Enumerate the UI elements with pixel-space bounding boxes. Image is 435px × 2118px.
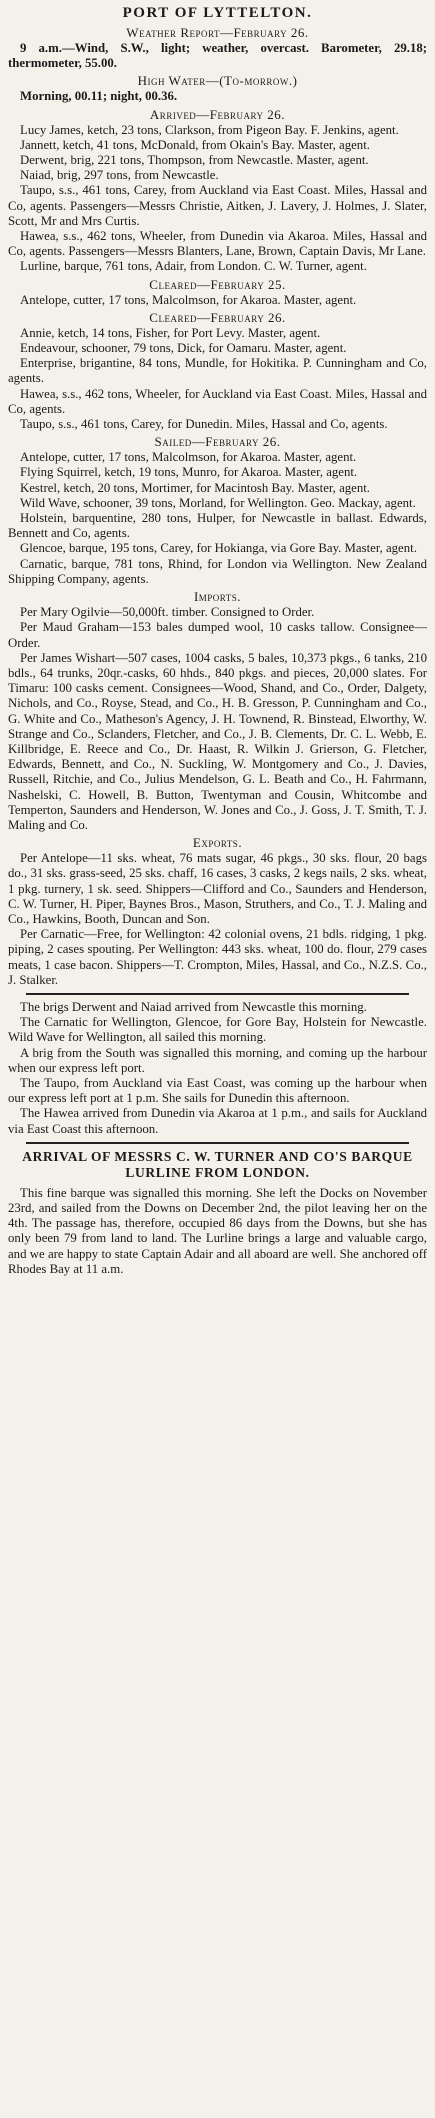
section-divider [26, 993, 409, 995]
exports-entry: Per Antelope—11 sks. wheat, 76 mats sugar, 46 pkgs., 30 sks. flour, 20 bags do., 31 sks. grass-seed, 25 sks. chaff, 16 cases, 3 casks, 2 kegs nails, 2 sks. wheat, 1 pkg. turnery, 1 sk. seed. Shippers—Clifford and Co., Saunders and Henderson, C. W. Turner, H. Piper, Baynes Bros., Mason, Struthers, and Co., T. J. Maling and Co., Hawkins, Booth, Duncan and Son. [8, 851, 427, 926]
news-paragraph: A brig from the South was signalled this morning, and coming up the harbour when our express left port. [8, 1045, 427, 1075]
news-paragraph: The Hawea arrived from Dunedin via Akaroa at 1 p.m., and sails for Auckland via East Coast this afternoon. [8, 1106, 427, 1136]
arrived-entry: Jannett, ketch, 41 tons, McDonald, from Okain's Bay. Master, agent. [20, 137, 370, 152]
sailed-entry: Antelope, cutter, 17 tons, Malcolmson, for Akaroa. Master, agent. [20, 450, 357, 465]
weather-paragraph: 9 a.m.—Wind, S.W., light; weather, overcast. Barometer, 29.18; thermometer, 55.00. [8, 41, 427, 71]
sailed-heading: Sailed—February 26. [154, 434, 281, 450]
cleared-feb-25-section [8, 277, 427, 308]
imports-entry: Per Maud Graham—153 bales dumped wool, 10 casks tallow. Consignee—Order. [8, 620, 427, 650]
arrived-heading: Arrived—February 26. [149, 106, 286, 122]
cleared-entry: Annie, ketch, 14 tons, Fisher, for Port Levy. Master, agent. [20, 325, 321, 340]
news-paragraph: The Taupo, from Auckland via East Coast, was coming up the harbour when our express left port at 1 p.m. She sails for Dunedin this afternoon. [8, 1075, 427, 1106]
imports-entry: Per Mary Ogilvie—50,000ft. timber. Consigned to Order. [20, 605, 315, 620]
exports-heading: Exports. [192, 835, 243, 851]
sailed-entry: Flying Squirrel, ketch, 19 tons, Munro, for Akaroa. Master, agent. [20, 465, 358, 480]
sailed-entry: Kestrel, ketch, 20 tons, Mortimer, for Macintosh Bay. Master, agent. [20, 480, 370, 495]
imports-heading: Imports. [193, 589, 242, 605]
arrival-headline: ARRIVAL OF MESSRS C. W. TURNER AND CO'S BARQUE LURLINE FROM LONDON. [22, 1148, 413, 1180]
cleared-feb-25-heading: Cleared—February 25. [149, 276, 286, 292]
cleared-entry: Hawea, s.s., 462 tons, Wheeler, for Auckland via East Coast. Miles, Hassal and Co, agents. [8, 386, 427, 416]
cleared-entry: Endeavour, schooner, 79 tons, Dick, for Oamaru. Master, agent. [20, 341, 347, 356]
sailed-section [8, 434, 427, 587]
exports-entry: Per Carnatic—Free, for Wellington: 42 colonial ovens, 21 bdls. ridging, 1 pkg. piping, 2 cases spouting. Per Wellington: 443 sks. wheat, 100 do. flour, 279 cases meats, 1 case bacon. Shippers—T. Crompton, Miles, Hassal, and Co., N.Z.S. Co., J. Stalker. [8, 927, 427, 987]
cleared-entry: Taupo, s.s., 461 tons, Carey, for Dunedin. Miles, Hassal and Co, agents. [20, 417, 388, 432]
imports-entry: Per James Wishart—507 cases, 1004 casks, 5 bales, 10,373 pkgs., 6 tanks, 210 bdls., 64 trunks, 20qr.-casks, 60 hhds., 840 pkgs. and pieces, 20,000 slates. For Timaru: 100 casks cement. Consignees—Wood, Shand, and Co., Order, Dalgety, Nichols, and Co., Royse, Stead, and Co., H. B. Gresson, P. Cunningham and Co., G. White and Co., Matheson's Agency, J. H. Townend, R. Binstead, Elworthy, W. Strange and Co., Sclanders, Fletcher, and Co., J. B. Clements, Dr. C. L. Webb, E. Killbridge, E. Reece and Co., Dr. Haast, R. Wilkin J. Grierson, G. Fletcher, Edwards, Bennett, and Co., N. Suckling, W. Montgomery and Co., J. Davies, Russell, Ritchie, and Co., Julius Mendelson, G. L. Beath and Co., H. Fahrmann, Nashelski, C. Howell, B. Button, Twentyman and Cousin, Whitcombe and Temperton, Saunders and Henderson, W. Jones and Co., J. Goss, J. T. Smith, T. J. Maling and Co. [8, 650, 427, 832]
cleared-entry: Antelope, cutter, 17 tons, Malcolmson, for Akaroa. Master, agent. [20, 292, 357, 307]
high-water-heading: High Water—(To-morrow.) [137, 73, 298, 89]
exports-section [8, 835, 427, 988]
arrival-article [8, 1149, 427, 1277]
arrived-entry: Lucy James, ketch, 23 tons, Clarkson, from Pigeon Bay. F. Jenkins, agent. [20, 122, 399, 137]
cleared-feb-26-section [8, 310, 427, 432]
imports-section [8, 589, 427, 833]
shipping-news-section [8, 1000, 427, 1137]
high-water-section [8, 73, 427, 104]
section-divider [26, 1142, 409, 1144]
cleared-feb-26-heading: Cleared—February 26. [149, 309, 286, 325]
arrived-entry: Hawea, s.s., 462 tons, Wheeler, from Dunedin via Akaroa. Miles, Hassal and Co, agents. Passengers—Messrs Blanters, Lane, Brown, Captain Davis, Mr Lane. [8, 229, 427, 259]
weather-heading: Weather Report—February 26. [126, 25, 309, 40]
sailed-entry: Glencoe, barque, 195 tons, Carey, for Hokianga, via Gore Bay. Master, agent. [20, 541, 417, 556]
arrived-entry: Naiad, brig, 297 tons, from Newcastle. [20, 168, 219, 183]
column-title: PORT OF LYTTELTON. [122, 5, 313, 21]
weather-section [8, 25, 427, 71]
high-water-paragraph: Morning, 00.11; night, 00.36. [20, 89, 178, 104]
sailed-entry: Wild Wave, schooner, 39 tons, Morland, for Wellington. Geo. Mackay, agent. [20, 495, 416, 510]
arrived-entry: Lurline, barque, 761 tons, Adair, from London. C. W. Turner, agent. [20, 259, 367, 274]
arrived-section [8, 107, 427, 275]
arrival-paragraph: This fine barque was signalled this morning. She left the Docks on November 23rd, and sailed from the Downs on December 2nd, the pilot leaving her on the 4th. The passage has, therefore, occupied 86 days from the Downs, but she has only been 79 from land to land. The Lurline brings a large and valuable cargo, and we are happy to state Captain Adair and all aboard are well. She anchored off Rhodes Bay at 11 a.m. [8, 1185, 427, 1276]
sailed-entry: Holstein, barquentine, 280 tons, Hulper, for Newcastle in ballast. Edwards, Bennett and Co, agents. [8, 511, 427, 541]
cleared-entry: Enterprise, brigantine, 84 tons, Mundle, for Hokitika. P. Cunningham and Co, agents. [8, 356, 427, 386]
arrived-entry: Derwent, brig, 221 tons, Thompson, from Newcastle. Master, agent. [20, 153, 369, 168]
arrived-entry: Taupo, s.s., 461 tons, Carey, from Auckland via East Coast. Miles, Hassal and Co, agents. Passengers—Messrs Christie, Aitken, J. Lavery, J. Holmes, J. Slater, Scott, Mr and Mrs Curtis. [8, 183, 427, 228]
news-paragraph: The Carnatic for Wellington, Glencoe, for Gore Bay, Holstein for Newcastle. Wild Wave for Wellington, all sailed this morning. [8, 1015, 427, 1045]
news-paragraph: The brigs Derwent and Naiad arrived from Newcastle this morning. [20, 999, 367, 1014]
sailed-entry: Carnatic, barque, 781 tons, Rhind, for London via Wellington. New Zealand Shipping Company, agents. [8, 556, 427, 586]
